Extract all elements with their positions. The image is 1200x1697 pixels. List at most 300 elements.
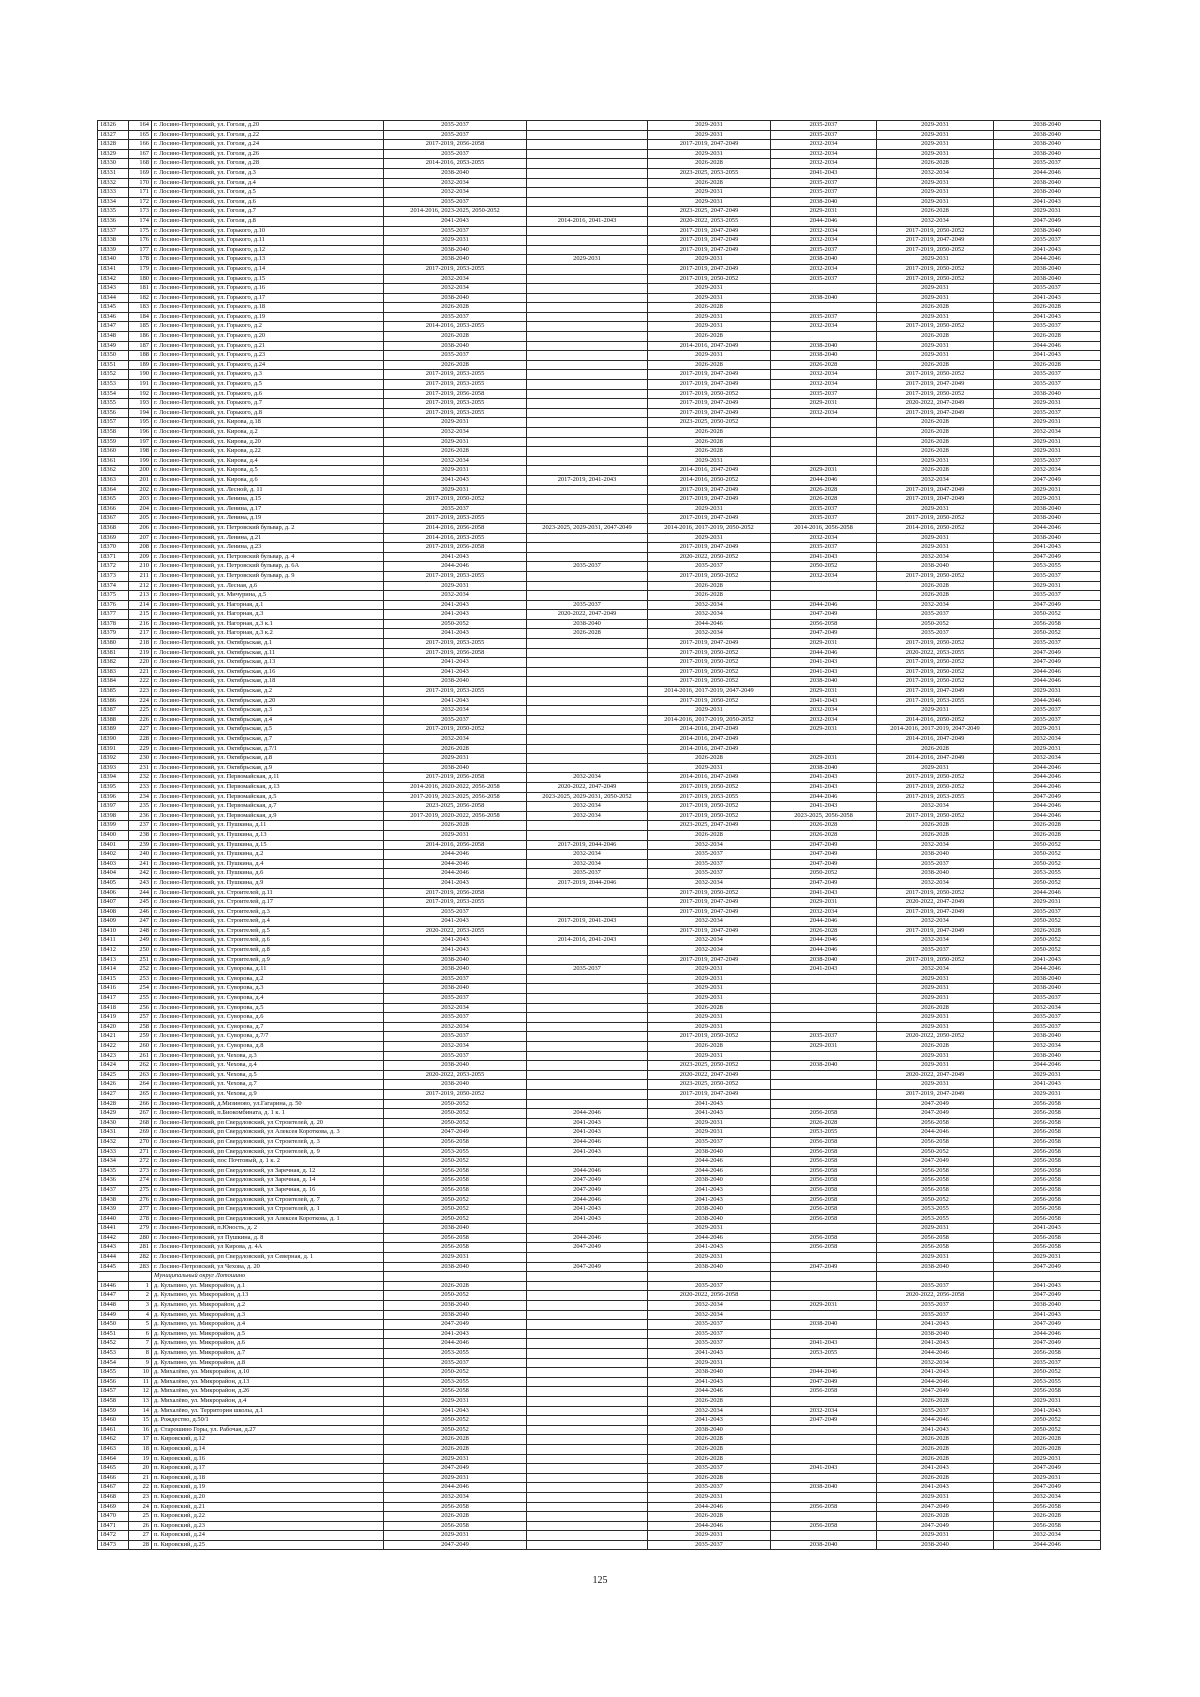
period-cell-4: 2047-2049	[771, 840, 877, 850]
table-row	[98, 1416, 1101, 1426]
table-row	[98, 168, 1101, 178]
period-cell-4: 2041-2043	[771, 802, 877, 812]
row-id-cell: 18343	[98, 284, 129, 294]
period-cell-4: 2035-2037	[771, 188, 877, 198]
row-id-cell: 18373	[98, 571, 129, 581]
address-cell: п. Кировский, д.22	[152, 1512, 384, 1522]
period-cell-1: 2056-2058	[384, 1243, 527, 1253]
row-id-cell: 18442	[98, 1233, 129, 1243]
period-cell-2	[527, 754, 648, 764]
period-cell-4: 2026-2028	[771, 926, 877, 936]
period-cell-3: 2029-2031	[648, 1492, 771, 1502]
period-cell-1: 2017-2019, 2053-2055	[384, 380, 527, 390]
period-cell-4: 2038-2040	[771, 1061, 877, 1071]
period-cell-3: 2026-2028	[648, 1512, 771, 1522]
period-cell-3: 2035-2037	[648, 1464, 771, 1474]
period-cell-2	[527, 1310, 648, 1320]
period-cell-3: 2029-2031	[648, 974, 771, 984]
period-cell-2	[527, 533, 648, 543]
period-cell-5: 2020-2022, 2047-2049	[877, 898, 994, 908]
period-cell-3: 2029-2031	[648, 197, 771, 207]
period-cell-3: 2041-2043	[648, 1416, 771, 1426]
period-cell-3: 2035-2037	[648, 859, 771, 869]
row-number-cell: 11	[129, 1377, 152, 1387]
period-cell-1: 2038-2040	[384, 677, 527, 687]
table-row	[98, 936, 1101, 946]
row-id-cell: 18345	[98, 303, 129, 313]
row-id-cell: 18388	[98, 715, 129, 725]
period-cell-1: 2026-2028	[384, 821, 527, 831]
period-cell-2: 2038-2040	[527, 619, 648, 629]
row-id-cell: 18445	[98, 1262, 129, 1272]
period-cell-3: 2014-2016, 2050-2052	[648, 475, 771, 485]
period-cell-3: 2029-2031	[648, 149, 771, 159]
period-cell-6: 2056-2058	[994, 1214, 1101, 1224]
period-cell-2	[527, 1473, 648, 1483]
period-cell-4	[771, 1272, 877, 1282]
period-cell-1: 2032-2034	[384, 1492, 527, 1502]
table-row	[98, 408, 1101, 418]
period-cell-3: 2044-2046	[648, 1233, 771, 1243]
row-number-cell: 186	[129, 332, 152, 342]
row-number-cell: 277	[129, 1205, 152, 1215]
table-row	[98, 581, 1101, 591]
period-cell-3: 2038-2040	[648, 1205, 771, 1215]
period-cell-3: 2029-2031	[648, 1118, 771, 1128]
table-row	[98, 351, 1101, 361]
period-cell-3: 2026-2028	[648, 1454, 771, 1464]
table-row	[98, 907, 1101, 917]
table-row	[98, 562, 1101, 572]
period-cell-1: 2020-2022, 2053-2055	[384, 1070, 527, 1080]
row-id-cell: 18416	[98, 984, 129, 994]
table-row	[98, 475, 1101, 485]
table-row	[98, 1349, 1101, 1359]
period-cell-4: 2032-2034	[771, 370, 877, 380]
period-cell-2	[527, 946, 648, 956]
period-cell-4: 2041-2043	[771, 782, 877, 792]
address-cell: г. Лосино-Петровский, ул. Первомайская, д.9	[152, 811, 384, 821]
period-cell-3: 2029-2031	[648, 1531, 771, 1541]
table-row	[98, 715, 1101, 725]
period-cell-2: 2029-2031	[527, 255, 648, 265]
table-row	[98, 658, 1101, 668]
address-cell: д. Михалёво, ул. Микрорайон, д.10	[152, 1368, 384, 1378]
period-cell-5: 2044-2046	[877, 1377, 994, 1387]
period-cell-6: 2044-2046	[994, 802, 1101, 812]
period-cell-5: 2017-2019, 2047-2049	[877, 926, 994, 936]
address-cell: г. Лосино-Петровский, ул. Ленина, д.15	[152, 495, 384, 505]
period-cell-4: 2038-2040	[771, 1320, 877, 1330]
period-cell-1: 2056-2058	[384, 1166, 527, 1176]
table-row	[98, 629, 1101, 639]
period-cell-5: 2029-2031	[877, 284, 994, 294]
row-number-cell: 16	[129, 1425, 152, 1435]
period-cell-3: 2035-2037	[648, 869, 771, 879]
period-cell-4: 2032-2034	[771, 226, 877, 236]
row-number-cell: 178	[129, 255, 152, 265]
period-cell-4: 2032-2034	[771, 1406, 877, 1416]
row-number-cell: 237	[129, 821, 152, 831]
row-number-cell: 202	[129, 485, 152, 495]
period-cell-5: 2047-2049	[877, 1502, 994, 1512]
row-number-cell: 21	[129, 1473, 152, 1483]
period-cell-5: 2017-2019, 2050-2052	[877, 888, 994, 898]
period-cell-3: 2017-2019, 2047-2049	[648, 898, 771, 908]
period-cell-4: 2041-2043	[771, 1464, 877, 1474]
period-cell-4: 2026-2028	[771, 830, 877, 840]
period-cell-5: 2053-2055	[877, 1205, 994, 1215]
row-id-cell: 18470	[98, 1512, 129, 1522]
period-cell-1: 2050-2052	[384, 619, 527, 629]
period-cell-6: 2035-2037	[994, 994, 1101, 1004]
period-cell-5: 2029-2031	[877, 140, 994, 150]
period-cell-6: 2035-2037	[994, 1358, 1101, 1368]
period-cell-2: 2044-2046	[527, 1195, 648, 1205]
address-cell: г. Лосино-Петровский, ул. Гоголя, д.8	[152, 216, 384, 226]
period-cell-4	[771, 1291, 877, 1301]
period-cell-1: 2017-2019, 2053-2055	[384, 408, 527, 418]
period-cell-1: 2053-2055	[384, 1147, 527, 1157]
period-cell-1: 2038-2040	[384, 1310, 527, 1320]
period-cell-1: 2047-2049	[384, 1540, 527, 1550]
row-number-cell: 182	[129, 293, 152, 303]
address-cell: г. Лосино-Петровский, ул. Суворова, д.7/7	[152, 1032, 384, 1042]
row-id-cell: 18395	[98, 782, 129, 792]
row-id-cell: 18415	[98, 974, 129, 984]
address-cell: г. Лосино-Петровский, ул. Петровский бульвар, д. 2	[152, 523, 384, 533]
table-row	[98, 1022, 1101, 1032]
row-number-cell: 242	[129, 869, 152, 879]
page-number: 125	[592, 1575, 608, 1586]
period-cell-1: 2044-2046	[384, 859, 527, 869]
period-cell-2	[527, 571, 648, 581]
period-cell-4: 2035-2037	[771, 312, 877, 322]
table-row	[98, 188, 1101, 198]
row-id-cell: 18339	[98, 245, 129, 255]
address-cell: г. Лосино-Петровский, ул. Строителей, д.5	[152, 926, 384, 936]
table-row	[98, 1137, 1101, 1147]
table-row	[98, 648, 1101, 658]
period-cell-2	[527, 830, 648, 840]
period-cell-2	[527, 744, 648, 754]
table-row	[98, 332, 1101, 342]
period-cell-4: 2029-2031	[771, 399, 877, 409]
row-id-cell: 18413	[98, 955, 129, 965]
period-cell-5: 2032-2034	[877, 168, 994, 178]
period-cell-3: 2026-2028	[648, 332, 771, 342]
period-cell-5: 2029-2031	[877, 1531, 994, 1541]
table-row	[98, 1281, 1101, 1291]
table-row	[98, 495, 1101, 505]
period-cell-3: 2032-2034	[648, 917, 771, 927]
row-number-cell: 236	[129, 811, 152, 821]
address-cell: г. Лосино-Петровский, ул. Строителей, д.9	[152, 955, 384, 965]
period-cell-5: 2029-2031	[877, 1492, 994, 1502]
period-cell-2: 2020-2022, 2047-2049	[527, 610, 648, 620]
period-cell-1: 2026-2028	[384, 447, 527, 457]
period-cell-3: 2038-2040	[648, 1214, 771, 1224]
period-cell-2	[527, 1301, 648, 1311]
row-number-cell: 261	[129, 1051, 152, 1061]
period-cell-3: 2029-2031	[648, 284, 771, 294]
row-number-cell: 228	[129, 735, 152, 745]
row-id-cell: 18464	[98, 1454, 129, 1464]
row-id-cell: 18397	[98, 802, 129, 812]
row-number-cell: 276	[129, 1195, 152, 1205]
period-cell-3: 2017-2019, 2047-2049	[648, 1089, 771, 1099]
period-cell-4: 2044-2046	[771, 946, 877, 956]
period-cell-4: 2023-2025, 2056-2058	[771, 811, 877, 821]
period-cell-1: 2029-2031	[384, 236, 527, 246]
table-row	[98, 284, 1101, 294]
table-row	[98, 687, 1101, 697]
row-id-cell: 18452	[98, 1339, 129, 1349]
period-cell-1: 2014-2016, 2023-2025, 2050-2052	[384, 207, 527, 217]
period-cell-1: 2035-2037	[384, 1032, 527, 1042]
period-cell-2	[527, 1061, 648, 1071]
period-cell-1: 2038-2040	[384, 763, 527, 773]
table-row	[98, 619, 1101, 629]
period-cell-5: 2035-2037	[877, 859, 994, 869]
row-id-cell: 18329	[98, 149, 129, 159]
period-cell-5: 2044-2046	[877, 1416, 994, 1426]
period-cell-1: 2056-2058	[384, 1185, 527, 1195]
address-cell: г. Лосино-Петровский, ул. Ленина, д.23	[152, 543, 384, 553]
address-cell: д. Михалёво, ул. Микрорайон, д.13	[152, 1377, 384, 1387]
row-number-cell: 15	[129, 1416, 152, 1426]
period-cell-6: 2029-2031	[994, 1473, 1101, 1483]
period-cell-3: 2035-2037	[648, 850, 771, 860]
period-cell-6: 2047-2049	[994, 600, 1101, 610]
address-cell: г. Лосино-Петровский, ул. Петровский бульвар, д. 9	[152, 571, 384, 581]
period-cell-1: 2041-2043	[384, 878, 527, 888]
period-cell-1: 2041-2043	[384, 696, 527, 706]
period-cell-5: 2050-2052	[877, 619, 994, 629]
address-cell: г. Лосино-Петровский, ул. Кирова, д.2	[152, 428, 384, 438]
period-cell-4: 2026-2028	[771, 485, 877, 495]
table-row	[98, 725, 1101, 735]
address-cell: д. Старошино Горы, ул. Рабочая, д.27	[152, 1425, 384, 1435]
row-id-cell: 18401	[98, 840, 129, 850]
period-cell-5: 2017-2019, 2050-2052	[877, 389, 994, 399]
period-cell-6: 2056-2058	[994, 1243, 1101, 1253]
table-row	[98, 341, 1101, 351]
table-row	[98, 898, 1101, 908]
address-cell: г. Лосино-Петровский, ул. Строителей, д.8	[152, 946, 384, 956]
period-cell-6: 2044-2046	[994, 255, 1101, 265]
period-cell-2: 2047-2049	[527, 1243, 648, 1253]
period-cell-2	[527, 1253, 648, 1263]
period-cell-6: 2056-2058	[994, 1195, 1101, 1205]
address-cell: г. Лосино-Петровский, рп Свердловский, ул Строителей, д. 9	[152, 1147, 384, 1157]
period-cell-4: 2047-2049	[771, 1416, 877, 1426]
row-number-cell: 282	[129, 1253, 152, 1263]
period-cell-5: 2017-2019, 2050-2052	[877, 773, 994, 783]
address-cell: г. Лосино-Петровский, ул. Гоголя, д.4	[152, 178, 384, 188]
period-cell-4: 2032-2034	[771, 159, 877, 169]
address-cell: п. Кировский, д.14	[152, 1444, 384, 1454]
period-cell-6: 2044-2046	[994, 782, 1101, 792]
address-cell: г. Лосино-Петровский, рп Свердловский, ул Заречная, д. 12	[152, 1166, 384, 1176]
period-cell-5: 2026-2028	[877, 428, 994, 438]
address-cell: г. Лосино-Петровский, ул. Гоголя, д.5	[152, 188, 384, 198]
period-cell-2	[527, 380, 648, 390]
period-cell-5: 2044-2046	[877, 1128, 994, 1138]
period-cell-6: 2041-2043	[994, 197, 1101, 207]
period-cell-4: 2044-2046	[771, 936, 877, 946]
address-cell: г. Лосино-Петровский, д.Мизиново, ул.Гагарина, д. 50	[152, 1099, 384, 1109]
address-cell: г. Лосино-Петровский, ул. Ленина, д.19	[152, 514, 384, 524]
period-cell-5: 2026-2028	[877, 1042, 994, 1052]
row-number-cell: 259	[129, 1032, 152, 1042]
period-cell-5: 2056-2058	[877, 1233, 994, 1243]
period-cell-5: 2017-2019, 2050-2052	[877, 514, 994, 524]
period-cell-5: 2032-2034	[877, 802, 994, 812]
period-cell-3: 2017-2019, 2050-2052	[648, 658, 771, 668]
row-number-cell: 258	[129, 1022, 152, 1032]
row-number-cell: 264	[129, 1080, 152, 1090]
row-number-cell: 166	[129, 140, 152, 150]
period-cell-5: 2041-2043	[877, 1320, 994, 1330]
period-cell-5: 2026-2028	[877, 332, 994, 342]
period-cell-5: 2038-2040	[877, 1329, 994, 1339]
row-number-cell: 7	[129, 1339, 152, 1349]
address-cell: г. Лосино-Петровский, ул. Горького, д.11	[152, 236, 384, 246]
period-cell-2	[527, 312, 648, 322]
row-number-cell: 226	[129, 715, 152, 725]
period-cell-1: 2044-2046	[384, 850, 527, 860]
period-cell-2: 2032-2034	[527, 850, 648, 860]
period-cell-4	[771, 1454, 877, 1464]
period-cell-5: 2026-2028	[877, 591, 994, 601]
period-cell-5: 2053-2055	[877, 1214, 994, 1224]
row-id-cell: 18362	[98, 466, 129, 476]
row-id-cell: 18412	[98, 946, 129, 956]
period-cell-6: 2047-2049	[994, 1464, 1101, 1474]
row-number-cell: 180	[129, 274, 152, 284]
table-row	[98, 1080, 1101, 1090]
period-cell-5: 2017-2019, 2050-2052	[877, 782, 994, 792]
row-number-cell: 27	[129, 1531, 152, 1541]
row-id-cell: 18326	[98, 121, 129, 131]
row-id-cell: 18423	[98, 1051, 129, 1061]
table-row	[98, 1377, 1101, 1387]
period-cell-1: 2029-2031	[384, 485, 527, 495]
address-cell: д. Михалёво, ул. Территория школы, д.1	[152, 1406, 384, 1416]
row-number-cell: 251	[129, 955, 152, 965]
address-cell: г. Лосино-Петровский, п.Биокомбината, д. 1 к. 1	[152, 1109, 384, 1119]
period-cell-2: 2041-2043	[527, 1128, 648, 1138]
period-cell-3: 2026-2028	[648, 1003, 771, 1013]
period-cell-4: 2044-2046	[771, 1368, 877, 1378]
table-row	[98, 1128, 1101, 1138]
row-number-cell: 168	[129, 159, 152, 169]
period-cell-4: 2029-2031	[771, 687, 877, 697]
period-cell-3: 2026-2028	[648, 428, 771, 438]
row-id-cell: 18436	[98, 1176, 129, 1186]
table-row	[98, 1253, 1101, 1263]
period-cell-2	[527, 1425, 648, 1435]
period-cell-3: 2017-2019, 2050-2052	[648, 1032, 771, 1042]
period-cell-6: 2038-2040	[994, 514, 1101, 524]
address-cell: г. Лосино-Петровский, ул. Гоголя, д.22	[152, 130, 384, 140]
row-id-cell: 18340	[98, 255, 129, 265]
row-number-cell: 203	[129, 495, 152, 505]
table-row	[98, 744, 1101, 754]
address-cell: Муниципальный округ Лотошино	[152, 1272, 384, 1282]
period-cell-5: 2038-2040	[877, 1262, 994, 1272]
row-id-cell: 18338	[98, 236, 129, 246]
period-cell-3: 2017-2019, 2047-2049	[648, 140, 771, 150]
period-cell-1: 2017-2019, 2053-2055	[384, 370, 527, 380]
table-row	[98, 1042, 1101, 1052]
period-cell-5: 2032-2034	[877, 600, 994, 610]
address-cell: г. Лосино-Петровский, ул. Чехова, д.5	[152, 1070, 384, 1080]
period-cell-1: 2017-2019, 2056-2058	[384, 888, 527, 898]
period-cell-3: 2029-2031	[648, 1022, 771, 1032]
period-cell-2	[527, 178, 648, 188]
period-cell-6: 2026-2028	[994, 1435, 1101, 1445]
period-cell-1: 2017-2019, 2056-2058	[384, 389, 527, 399]
row-number-cell: 278	[129, 1214, 152, 1224]
period-cell-2	[527, 648, 648, 658]
table-row	[98, 130, 1101, 140]
period-cell-6: 2032-2034	[994, 1042, 1101, 1052]
period-cell-4	[771, 1473, 877, 1483]
period-cell-2	[527, 1339, 648, 1349]
period-cell-3: 2029-2031	[648, 456, 771, 466]
row-id-cell: 18469	[98, 1502, 129, 1512]
period-cell-3: 2017-2019, 2047-2049	[648, 485, 771, 495]
table-row	[98, 571, 1101, 581]
period-cell-4: 2047-2049	[771, 878, 877, 888]
row-id-cell: 18432	[98, 1137, 129, 1147]
row-id-cell: 18457	[98, 1387, 129, 1397]
period-cell-2: 2014-2016, 2041-2043	[527, 936, 648, 946]
table-row	[98, 159, 1101, 169]
address-cell: г. Лосино-Петровский, рп Свердловский, ул Алексея Короткова, д. 1	[152, 1214, 384, 1224]
period-cell-1: 2017-2019, 2053-2055	[384, 399, 527, 409]
table-row	[98, 140, 1101, 150]
period-cell-3: 2038-2040	[648, 1368, 771, 1378]
table-row	[98, 1339, 1101, 1349]
address-cell: г. Лосино-Петровский, ул. Петровский бульвар, д. 4	[152, 552, 384, 562]
row-id-cell: 18347	[98, 322, 129, 332]
period-cell-5: 2020-2022, 2053-2055	[877, 648, 994, 658]
period-cell-2: 2035-2037	[527, 869, 648, 879]
period-cell-1: 2038-2040	[384, 1224, 527, 1234]
period-cell-2	[527, 370, 648, 380]
period-cell-1: 2041-2043	[384, 629, 527, 639]
period-cell-5: 2029-2031	[877, 178, 994, 188]
period-cell-2	[527, 408, 648, 418]
period-cell-4	[771, 284, 877, 294]
address-cell: д. Кульпино, ул. Микрорайон, д.3	[152, 1310, 384, 1320]
period-cell-2	[527, 121, 648, 131]
period-cell-5: 2017-2019, 2053-2055	[877, 792, 994, 802]
row-id-cell	[98, 1272, 129, 1282]
row-id-cell: 18424	[98, 1061, 129, 1071]
period-cell-2	[527, 763, 648, 773]
row-number-cell: 248	[129, 926, 152, 936]
period-cell-1: 2038-2040	[384, 1061, 527, 1071]
address-cell: г. Лосино-Петровский, ул. Горького, д.17	[152, 293, 384, 303]
period-cell-5: 2056-2058	[877, 1243, 994, 1253]
row-id-cell: 18365	[98, 495, 129, 505]
period-cell-1: 2017-2019, 2056-2058	[384, 543, 527, 553]
period-cell-2	[527, 303, 648, 313]
